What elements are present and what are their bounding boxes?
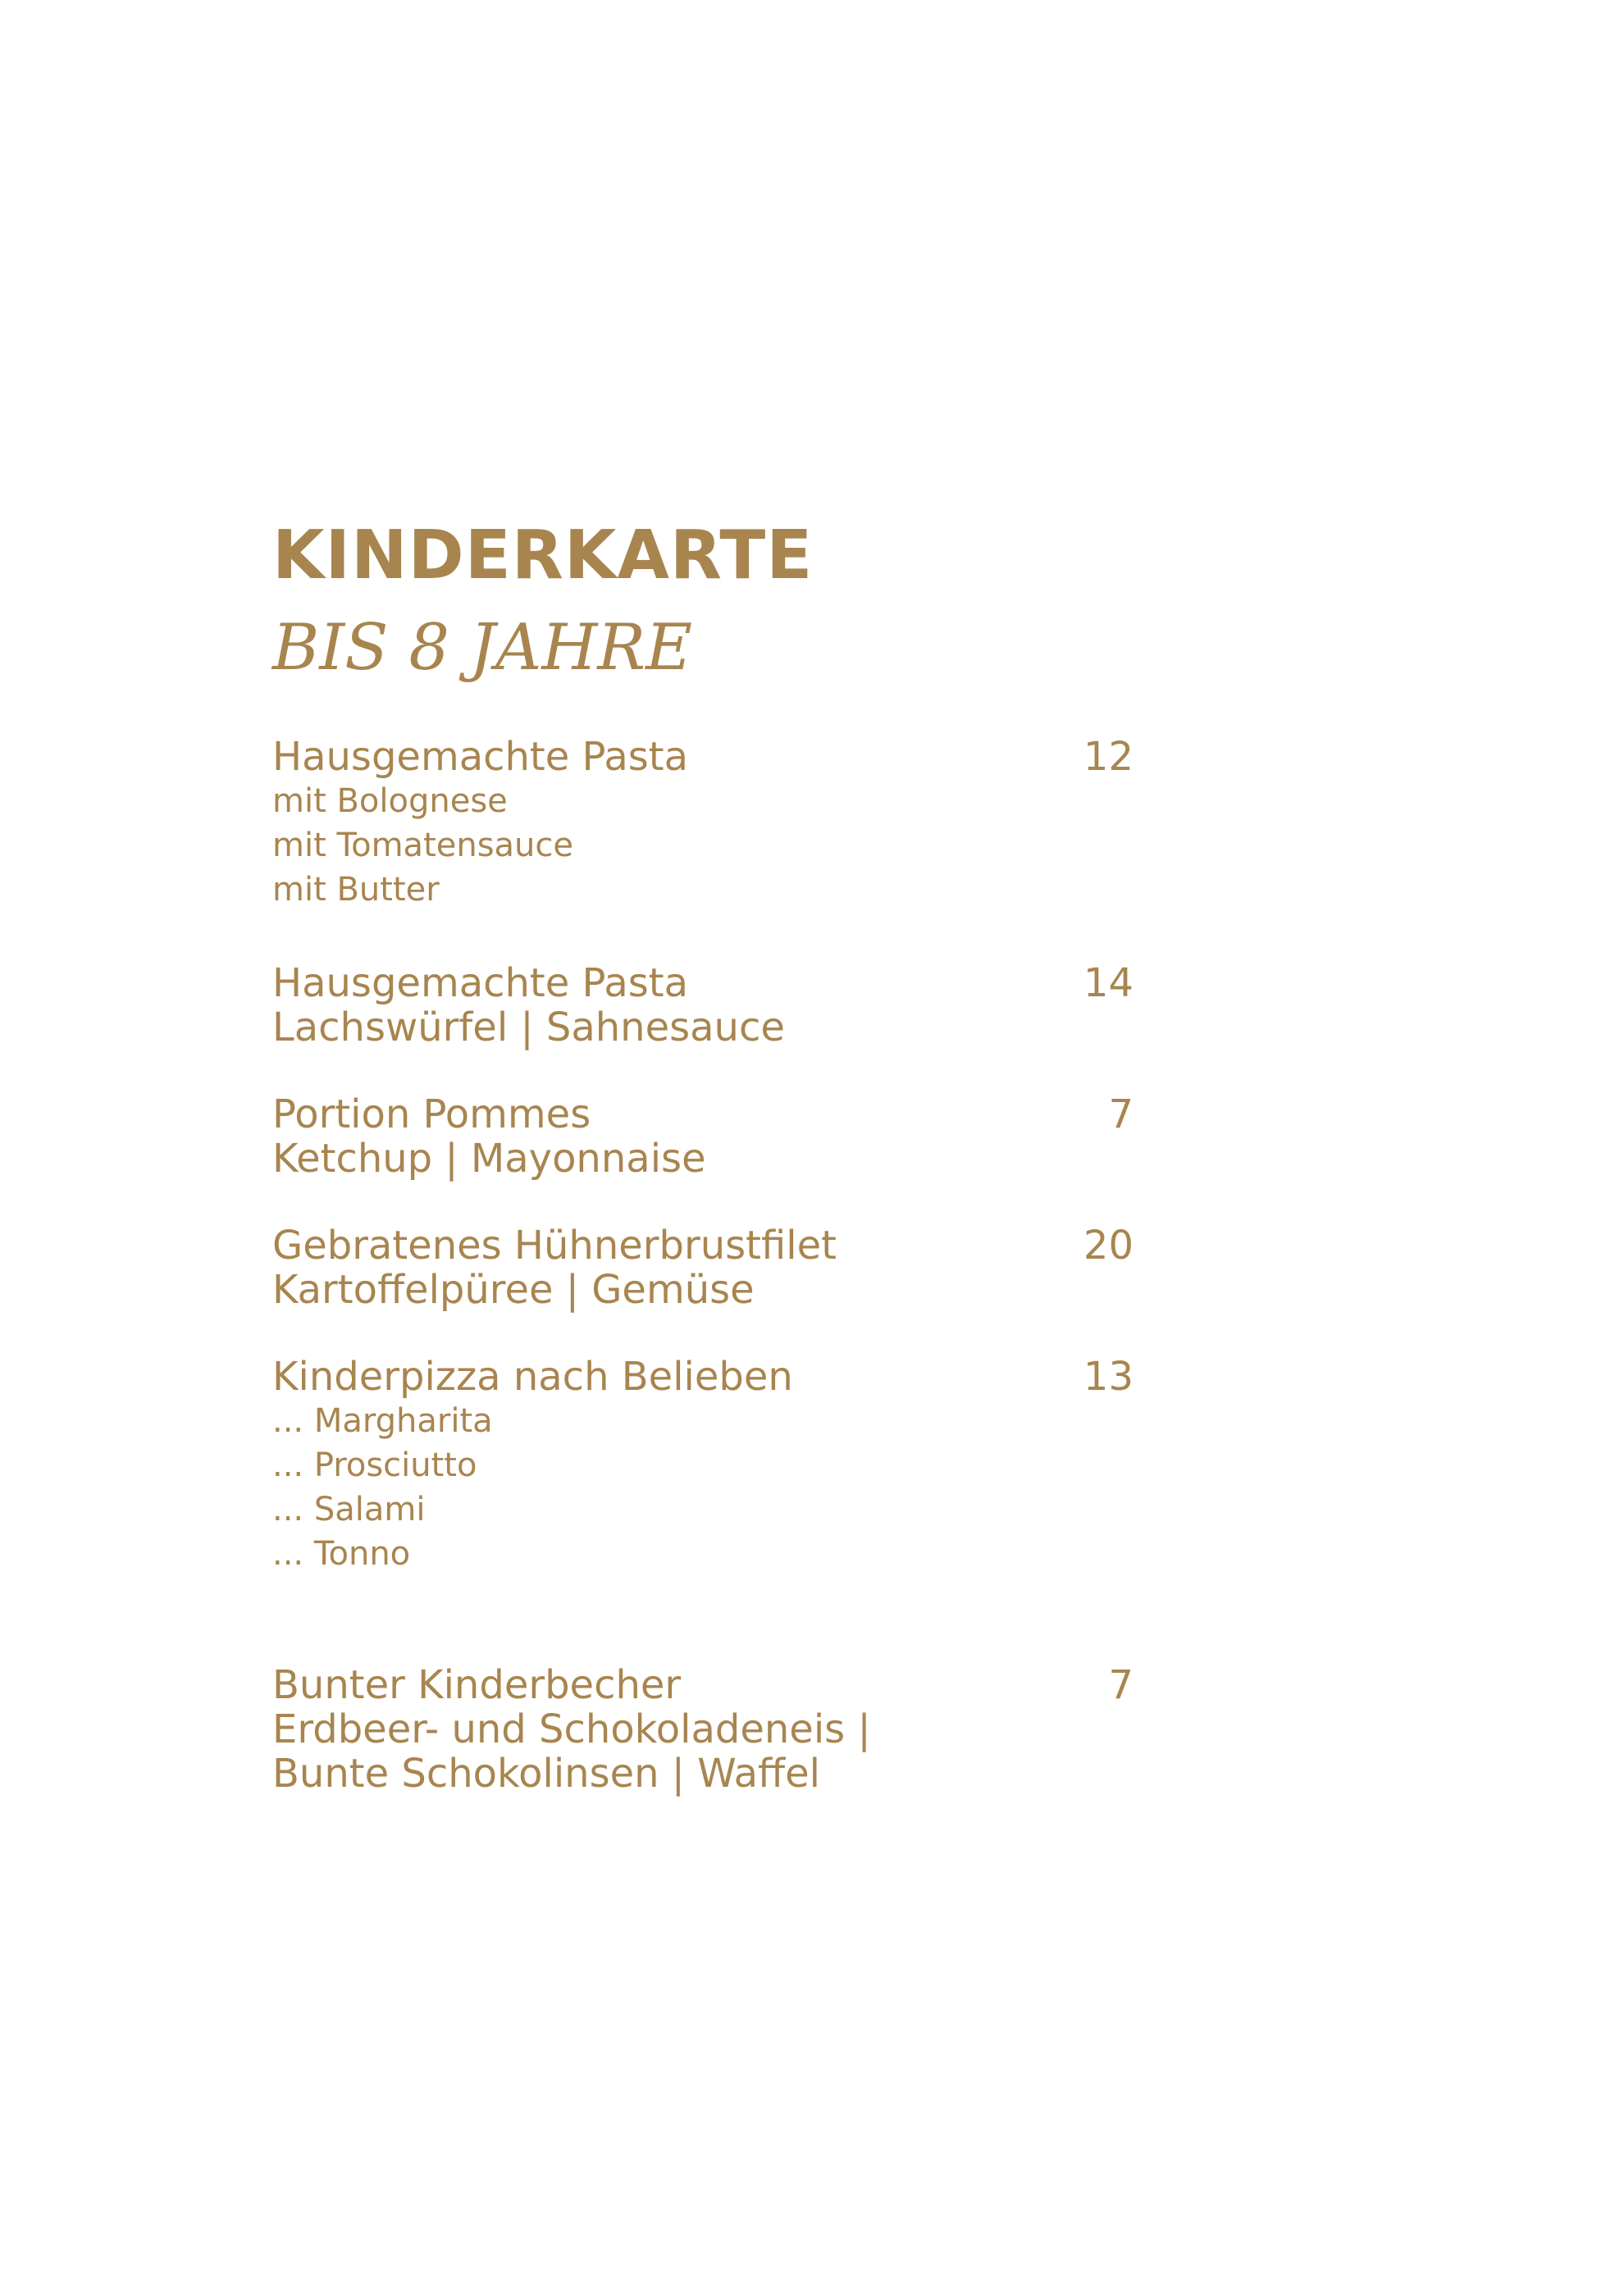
menu-item-name: Portion Pommes bbox=[272, 1091, 591, 1137]
menu-item-pasta-sauces bbox=[272, 735, 1134, 912]
menu-item-description: Ketchup | Mayonnaise bbox=[272, 1136, 706, 1182]
menu-item-kids-sundae bbox=[272, 1663, 1134, 1796]
menu-item-description: Erdbeer- und Schokoladeneis | bbox=[272, 1706, 871, 1752]
menu-item-option: ... Tonno bbox=[272, 1535, 411, 1573]
menu-item-name: Hausgemachte Pasta bbox=[272, 734, 688, 780]
menu-item-chicken bbox=[272, 1223, 1134, 1312]
menu-title: KINDERKARTE bbox=[272, 517, 814, 594]
menu-item-option: mit Bolognese bbox=[272, 782, 508, 820]
menu-item-option: ... Prosciutto bbox=[272, 1446, 477, 1484]
menu-subtitle: BIS 8 JAHRE bbox=[272, 611, 693, 685]
menu-item-description: Kartoffelpüree | Gemüse bbox=[272, 1267, 755, 1313]
menu-item-price: 13 bbox=[1083, 1354, 1134, 1400]
menu-item-option: mit Butter bbox=[272, 871, 440, 909]
menu-item-name: Gebratenes Hühnerbrustfilet bbox=[272, 1223, 837, 1269]
menu-item-fries bbox=[272, 1092, 1134, 1181]
menu-item-description: Bunte Schokolinsen | Waffel bbox=[272, 1751, 820, 1797]
menu-item-options bbox=[272, 779, 1134, 912]
menu-item-price: 14 bbox=[1083, 960, 1134, 1006]
menu-item-kids-pizza bbox=[272, 1355, 1134, 1576]
menu-item-price: 12 bbox=[1083, 734, 1134, 780]
kids-menu bbox=[272, 517, 1134, 1796]
menu-item-option: ... Margharita bbox=[272, 1402, 493, 1440]
menu-items bbox=[272, 735, 1134, 1796]
menu-item-options bbox=[272, 1399, 1134, 1576]
menu-item-name: Bunter Kinderbecher bbox=[272, 1662, 682, 1708]
menu-item-price: 20 bbox=[1083, 1223, 1134, 1269]
menu-item-name: Hausgemachte Pasta bbox=[272, 960, 688, 1006]
menu-item-option: ... Salami bbox=[272, 1491, 426, 1528]
menu-item-price: 7 bbox=[1108, 1662, 1134, 1708]
menu-item-price: 7 bbox=[1108, 1091, 1134, 1137]
menu-item-name: Kinderpizza nach Belieben bbox=[272, 1354, 793, 1400]
menu-item-option: mit Tomatensauce bbox=[272, 827, 574, 864]
menu-item-pasta-salmon bbox=[272, 961, 1134, 1050]
menu-item-description: Lachswürfel | Sahnesauce bbox=[272, 1004, 785, 1050]
